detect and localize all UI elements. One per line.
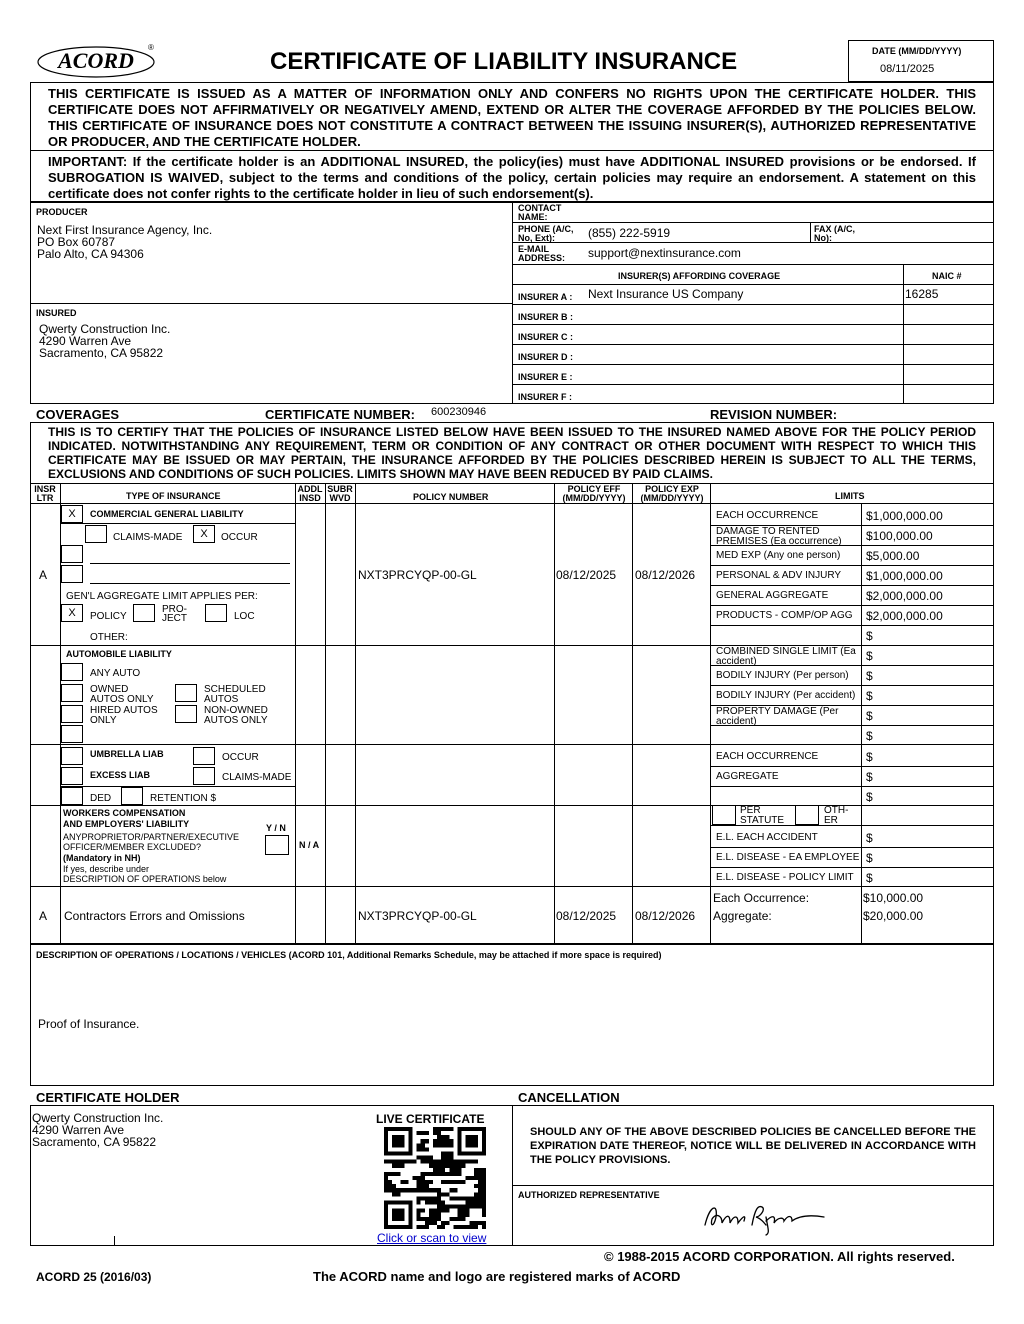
- eo-limit2-value: $20,000.00: [863, 909, 924, 923]
- workers-line4: If yes, describe under: [63, 864, 150, 874]
- workers-limit-label: E.L. DISEASE - POLICY LIMIT: [716, 872, 854, 883]
- view-certificate-link[interactable]: Click or scan to view: [377, 1231, 487, 1245]
- acord-logo: [36, 40, 156, 80]
- ded-label: DED: [90, 793, 112, 804]
- auto-limit-label: BODILY INJURY (Per person): [716, 670, 849, 681]
- auto-limit-line: [710, 725, 994, 726]
- gl-limit-label: DAMAGE TO RENTED PREMISES (Ea occurrence): [716, 526, 842, 547]
- umbrella-label: UMBRELLA LIAB: [90, 749, 164, 759]
- auto-limit-value: $: [866, 709, 873, 723]
- auto-limit-label: BODILY INJURY (Per accident): [716, 690, 856, 701]
- live-certificate-label: LIVE CERTIFICATE: [376, 1112, 485, 1126]
- workers-line3: (Mandatory in NH): [63, 853, 141, 863]
- any-auto-checkbox[interactable]: [61, 663, 83, 681]
- workers-line1: ANYPROPRIETOR/PARTNER/EXECUTIVE: [63, 832, 240, 842]
- gl-extra-checkbox-2[interactable]: [61, 565, 83, 583]
- coverages-statement: THIS IS TO CERTIFY THAT THE POLICIES OF INSURANCE LISTED BELOW HAVE BEEN ISSUED TO THE INSURED NAMED ABOVE FOR THE POLICY PERIOD INDICATED. NOTWITHSTANDING ANY REQUIREMENT, TERM OR CONDITION OF ANY CONTRACT OR OTHER DOCUMENT WITH RESPECT TO WHICH THIS CERTIFICATE MAY BE ISSUED OR MAY PERTAIN, THE INSURANCE AFFORDED BY THE POLICIES DESCRIBED HEREIN IS SUBJECT TO ALL THE TERMS, EXCLUSIONS AND CONDITIONS OF SUCH POLICIES. LIMITS SHOWN MAY HAVE BEEN REDUCED BY PAID CLAIMS.: [48, 425, 976, 481]
- gl-limit-line: [710, 625, 994, 626]
- eo-eff-date: 08/12/2025: [556, 909, 617, 923]
- gl-insr-ltr: A: [39, 568, 48, 582]
- gl-limit-line: [710, 565, 994, 566]
- insured-name: Qwerty Construction Inc.: [39, 322, 171, 336]
- important-text: IMPORTANT: If the certificate holder is an ADDITIONAL INSURED, the policy(ies) must have ADDITIONAL INSURED provisions or be endorsed. If SUBROGATION IS WAIVED, subject to the terms and conditions of the policy, certain policies may require an endorsement. A statement on this certificate does not confer rights to the certificate holder in lieu of such endorsement(s).: [48, 154, 976, 201]
- eo-policy-number: NXT3PRCYQP-00-GL: [358, 909, 477, 923]
- cancellation-label: CANCELLATION: [518, 1090, 620, 1105]
- insurer-naic: 16285: [905, 287, 939, 301]
- owned-autos-label: OWNED AUTOS ONLY: [90, 684, 154, 705]
- gl-limit-value: $2,000,000.00: [866, 589, 943, 603]
- trademark-note: The ACORD name and logo are registered marks of ACORD: [313, 1269, 681, 1284]
- auto-limit-value: $: [866, 669, 873, 683]
- workers-yn: Y / N: [266, 823, 286, 833]
- auto-limit-value: $: [866, 729, 873, 743]
- workers-excluded-checkbox[interactable]: [265, 835, 289, 855]
- workers-line5: DESCRIPTION OF OPERATIONS below: [63, 874, 227, 884]
- svg-text:ACORD: ACORD: [58, 48, 134, 73]
- umbrella-claims-checkbox[interactable]: [193, 767, 215, 785]
- loc-checkbox[interactable]: [205, 604, 227, 622]
- auto-limit-label: PROPERTY DAMAGE (Per accident): [716, 706, 839, 727]
- auto-limit-value: $: [866, 689, 873, 703]
- insured-address2: Sacramento, CA 95822: [39, 346, 164, 360]
- gl-limit-value: $2,000,000.00: [866, 609, 943, 623]
- auto-title: AUTOMOBILE LIABILITY: [66, 649, 172, 659]
- page-title: CERTIFICATE OF LIABILITY INSURANCE: [270, 48, 738, 75]
- holder-address2: Sacramento, CA 95822: [32, 1135, 157, 1149]
- auto-limit-line: [710, 665, 994, 666]
- excess-label: EXCESS LIAB: [90, 770, 151, 780]
- other-label: OTHER:: [90, 632, 128, 643]
- insurer-row-line: [512, 384, 994, 385]
- gl-limit-line: [710, 605, 994, 606]
- insured-address1: 4290 Warren Ave: [39, 334, 132, 348]
- auto-limit-label: COMBINED SINGLE LIMIT (Ea accident): [716, 646, 856, 667]
- umbrella-claims-label: CLAIMS-MADE: [222, 772, 292, 783]
- disclaimer-text: THIS CERTIFICATE IS ISSUED AS A MATTER OF INFORMATION ONLY AND CONFERS NO RIGHTS UPON THE CERTIFICATE HOLDER. THIS CERTIFICATE DOES NOT AFFIRMATIVELY OR NEGATIVELY AMEND, EXTEND OR ALTER THE COVERAGE AFFORDED BY THE POLICIES BELOW. THIS CERTIFICATE OF INSURANCE DOES NOT CONSTITUTE A CONTRACT BETWEEN THE ISSUING INSURER(S), AUTHORIZED REPRESENTATIVE OR PRODUCER, AND THE CERTIFICATE HOLDER.: [48, 86, 976, 149]
- gl-limit-label: PERSONAL & ADV INJURY: [716, 570, 842, 581]
- cert-number-label: CERTIFICATE NUMBER:: [265, 407, 415, 422]
- gl-policy-number: NXT3PRCYQP-00-GL: [358, 568, 477, 582]
- insurer-row-line: [512, 364, 994, 365]
- eo-limit1-label: Each Occurrence:: [713, 891, 810, 905]
- insurer-label: INSURER C :: [518, 332, 574, 342]
- col-limits: LIMITS: [835, 491, 865, 501]
- fax-label: FAX (A/C, No):: [814, 224, 856, 243]
- project-label: PRO- JECT: [162, 604, 187, 624]
- insurer-row-line: [512, 324, 994, 325]
- signature: [700, 1195, 830, 1237]
- col-eff: POLICY EFF (MM/DD/YYYY): [562, 484, 626, 503]
- excess-checkbox[interactable]: [61, 767, 83, 785]
- eo-insr-ltr: A: [39, 909, 48, 923]
- eo-type: Contractors Errors and Omissions: [64, 909, 245, 923]
- insurer-label: INSURER A :: [518, 292, 573, 302]
- email-label: E-MAIL ADDRESS:: [518, 244, 566, 263]
- loc-label: LOC: [234, 611, 255, 622]
- nonowned-autos-checkbox[interactable]: [175, 705, 197, 723]
- insurer-label: INSURER D :: [518, 352, 574, 362]
- gl-aggregate-label: GEN'L AGGREGATE LIMIT APPLIES PER:: [66, 591, 258, 602]
- workers-limit-value: $: [866, 851, 873, 865]
- workers-limit-value: $: [866, 871, 873, 885]
- auto-limit-value: $: [866, 649, 873, 663]
- qr-code-icon[interactable]: [384, 1127, 486, 1229]
- gl-limit-line: [710, 585, 994, 586]
- col-subr: SUBR WVD: [327, 484, 353, 503]
- workers-line2: OFFICER/MEMBER EXCLUDED?: [63, 842, 202, 852]
- col-policy-number: POLICY NUMBER: [413, 492, 489, 502]
- ded-checkbox[interactable]: [61, 787, 83, 805]
- gl-checkbox[interactable]: X: [61, 505, 83, 523]
- occur-checkbox[interactable]: X: [193, 525, 215, 543]
- producer-label: PRODUCER: [36, 207, 88, 217]
- copyright: © 1988-2015 ACORD CORPORATION. All rights reserved.: [604, 1249, 955, 1264]
- insurer-label: INSURER F :: [518, 392, 572, 402]
- occur-label: OCCUR: [221, 532, 258, 543]
- workers-limit-line: [710, 867, 994, 868]
- per-statute-checkbox[interactable]: [712, 805, 736, 825]
- umbrella-limit-label: EACH OCCURRENCE: [716, 751, 819, 762]
- producer-name: Next First Insurance Agency, Inc.: [37, 223, 213, 237]
- workers-title: WORKERS COMPENSATION: [63, 808, 186, 818]
- hired-autos-label: HIRED AUTOS ONLY: [90, 705, 158, 726]
- col-exp: POLICY EXP (MM/DD/YYYY): [640, 484, 704, 503]
- insured-label: INSURED: [36, 308, 77, 318]
- holder-address1: 4290 Warren Ave: [32, 1123, 125, 1137]
- gl-title: COMMERCIAL GENERAL LIABILITY: [90, 509, 244, 519]
- contact-name-label: CONTACT NAME:: [518, 203, 562, 222]
- coverages-label: COVERAGES: [36, 407, 120, 422]
- hired-autos-checkbox[interactable]: [61, 705, 83, 723]
- owned-autos-checkbox[interactable]: [61, 684, 83, 702]
- umbrella-limit-value: $: [866, 750, 873, 764]
- workers-limit-line: [710, 847, 994, 848]
- claims-made-label: CLAIMS-MADE: [113, 532, 183, 543]
- holder-name: Qwerty Construction Inc.: [32, 1111, 164, 1125]
- umbrella-limit-line: [710, 766, 994, 767]
- authorized-rep-label: AUTHORIZED REPRESENTATIVE: [518, 1190, 660, 1200]
- form-number: ACORD 25 (2016/03): [36, 1270, 152, 1284]
- per-statute-label: PER STATUTE: [740, 805, 785, 826]
- insurer-label: INSURER E :: [518, 372, 573, 382]
- retention-label: RETENTION $: [150, 793, 217, 804]
- gl-eff-date: 08/12/2025: [556, 568, 617, 582]
- gl-limit-label: GENERAL AGGREGATE: [716, 590, 829, 601]
- gl-limit-value: $5,000.00: [866, 549, 920, 563]
- workers-limit-value: $: [866, 831, 873, 845]
- col-type: TYPE OF INSURANCE: [126, 491, 221, 501]
- auto-limit-line: [710, 685, 994, 686]
- svg-text:®: ®: [148, 43, 154, 52]
- workers-title2: AND EMPLOYERS' LIABILITY: [63, 819, 190, 829]
- scheduled-autos-label: SCHEDULED AUTOS: [204, 684, 266, 705]
- description-label: DESCRIPTION OF OPERATIONS / LOCATIONS / VEHICLES (ACORD 101, Additional Remarks Schedule, may be attached if more space is required): [36, 950, 662, 960]
- holder-label: CERTIFICATE HOLDER: [36, 1090, 180, 1105]
- phone-value: (855) 222-5919: [588, 226, 671, 240]
- scheduled-autos-checkbox[interactable]: [175, 684, 197, 702]
- gl-exp-date: 08/12/2026: [635, 568, 696, 582]
- gl-limit-value: $100,000.00: [866, 529, 933, 543]
- description-box: [30, 944, 994, 1086]
- project-checkbox[interactable]: [133, 604, 155, 622]
- gl-limit-value: $1,000,000.00: [866, 509, 943, 523]
- umbrella-limit-value: $: [866, 770, 873, 784]
- workers-na: N / A: [299, 840, 320, 850]
- gl-limit-label: MED EXP (Any one person): [716, 550, 841, 561]
- insurer-row-line: [512, 344, 994, 345]
- any-auto-label: ANY AUTO: [90, 668, 141, 679]
- email-value: support@nextinsurance.com: [588, 246, 741, 260]
- gl-limit-label: EACH OCCURRENCE: [716, 510, 819, 521]
- umbrella-limit-label: AGGREGATE: [716, 771, 779, 782]
- umbrella-occur-checkbox[interactable]: [193, 747, 215, 765]
- eo-limit2-label: Aggregate:: [713, 909, 772, 923]
- gl-extra-checkbox-1[interactable]: [61, 545, 83, 563]
- auto-extra-checkbox-1[interactable]: [61, 725, 83, 743]
- umbrella-occur-label: OCCUR: [222, 752, 259, 763]
- revision-label: REVISION NUMBER:: [710, 407, 838, 422]
- oth-er-label: OTH- ER: [824, 805, 849, 826]
- policy-label: POLICY: [90, 611, 127, 622]
- producer-address2: Palo Alto, CA 94306: [37, 247, 144, 261]
- naic-header: NAIC #: [932, 271, 962, 281]
- col-addl: ADDL INSD: [297, 484, 323, 503]
- gl-limit-label: PRODUCTS - COMP/OP AGG: [716, 610, 853, 621]
- cert-number: 600230946: [431, 406, 487, 418]
- nonowned-autos-label: NON-OWNED AUTOS ONLY: [204, 705, 268, 726]
- phone-label: PHONE (A/C, No, Ext):: [518, 224, 574, 243]
- gl-limit-value: $1,000,000.00: [866, 569, 943, 583]
- gl-limit-value: $: [866, 629, 873, 643]
- umbrella-limit-value: $: [866, 790, 873, 804]
- policy-checkbox[interactable]: X: [61, 604, 83, 622]
- date-value: 08/11/2025: [880, 63, 935, 75]
- insurers-header: INSURER(S) AFFORDING COVERAGE: [618, 271, 781, 281]
- producer-address1: PO Box 60787: [37, 235, 116, 249]
- workers-limit-label: E.L. DISEASE - EA EMPLOYEE: [716, 852, 860, 863]
- claims-made-checkbox[interactable]: [85, 525, 107, 543]
- workers-limit-label: E.L. EACH ACCIDENT: [716, 832, 818, 843]
- eo-exp-date: 08/12/2026: [635, 909, 696, 923]
- cancellation-text: SHOULD ANY OF THE ABOVE DESCRIBED POLICIES BE CANCELLED BEFORE THE EXPIRATION DATE THEREOF, NOTICE WILL BE DELIVERED IN ACCORDANCE WITH THE POLICY PROVISIONS.: [530, 1126, 976, 1166]
- umbrella-limit-line: [710, 786, 994, 787]
- eo-limit1-value: $10,000.00: [863, 891, 924, 905]
- description-text: Proof of Insurance.: [38, 1017, 140, 1031]
- date-label: DATE (MM/DD/YYYY): [872, 46, 962, 56]
- insurer-row-line: [512, 284, 994, 285]
- insurer-label: INSURER B :: [518, 312, 574, 322]
- umbrella-checkbox[interactable]: [61, 747, 83, 765]
- insurer-name: Next Insurance US Company: [588, 287, 744, 301]
- oth-er-checkbox[interactable]: [795, 805, 819, 825]
- retention-checkbox[interactable]: [121, 787, 143, 805]
- gl-limit-line: [710, 545, 994, 546]
- col-insr-ltr: INSR LTR: [34, 484, 56, 503]
- insurer-row-line: [512, 304, 994, 305]
